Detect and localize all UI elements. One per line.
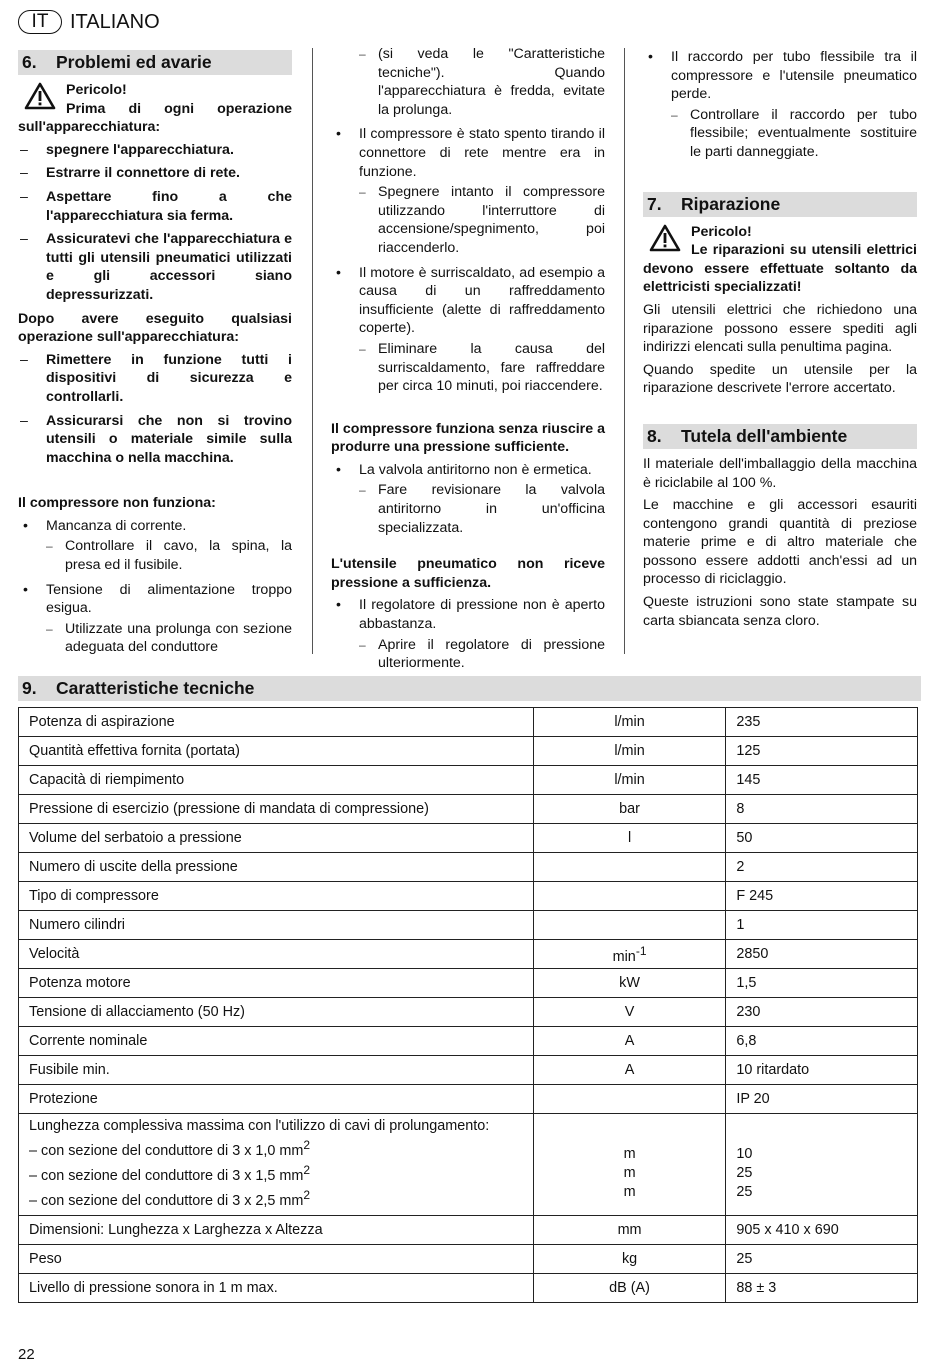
spec-unit: V	[533, 998, 726, 1027]
cable-line	[29, 1186, 523, 1211]
table-row	[19, 1274, 918, 1303]
spec-value: 230	[726, 998, 918, 1027]
spec-label: Tipo di compressore	[19, 882, 534, 911]
remedy-item: – Aprire il regolatore di pressione ulteriormente.	[359, 636, 605, 673]
remedy-item: – Controllare il raccordo per tubo flessibile; eventualmente sostituire le parti danneggiate.	[671, 106, 917, 162]
language-name: ITALIANO	[70, 10, 160, 33]
table-row	[19, 766, 918, 795]
spec-unit	[533, 1085, 726, 1114]
spec-value: 10 ritardato	[726, 1056, 918, 1085]
spec-value: 145	[726, 766, 918, 795]
spec-unit	[533, 882, 726, 911]
problem-title: Il compressore non funziona:	[18, 495, 216, 512]
spec-unit	[533, 911, 726, 940]
cable-value-text: 25	[736, 1183, 753, 1200]
cable-value-text: 10	[736, 1145, 753, 1162]
spec-unit: kW	[533, 969, 726, 998]
spec-value: F 245	[726, 882, 918, 911]
spec-value: 905 x 410 x 690	[726, 1216, 918, 1245]
spec-label: Capacità di riempimento	[19, 766, 534, 795]
table-row	[19, 795, 918, 824]
cable-unit	[544, 1164, 716, 1183]
list-item: • Il compressore è stato spento tirando il connettore di rete mentre era in funzione. – Spegnere intanto il compressore utilizzando l'interruttore di accensione/spegnimento, poi riaccenderlo.	[331, 125, 605, 257]
spec-value: 2	[726, 853, 918, 882]
spec-label	[19, 1114, 534, 1216]
column-3	[643, 46, 917, 634]
spec-value: 235	[726, 708, 918, 737]
table-row	[19, 882, 918, 911]
problem-title: Il compressore funziona senza riuscire a produrre una pressione sufficiente.	[331, 420, 605, 456]
warning-body: Prima di ogni operazione sull'apparecchiatura:	[18, 100, 292, 136]
spec-label: Peso	[19, 1245, 534, 1274]
danger-warning	[643, 223, 917, 242]
remedy-item: – Utilizzate una prolunga con sezione adeguata del conduttore	[46, 620, 292, 657]
table-row	[19, 1114, 918, 1216]
column-1	[18, 46, 292, 663]
list-item: – Aspettare fino a che l'apparecchiatura sia ferma.	[18, 188, 292, 225]
list-item: – Assicurarsi che non si trovino utensili o materiale simile sulla macchina o nella macchina.	[18, 412, 292, 468]
table-row	[19, 998, 918, 1027]
list-item: • Mancanza di corrente. – Controllare il cavo, la spina, la presa ed il fusibile.	[18, 517, 292, 575]
spec-unit	[533, 1114, 726, 1216]
list-item: • La valvola antiritorno non è ermetica. – Fare revisionare la valvola antiritorno in un'officina specializzata.	[331, 461, 605, 537]
spec-value: 2850	[726, 940, 918, 969]
list-item	[331, 45, 605, 119]
page-header	[18, 8, 160, 36]
spec-value: 50	[726, 824, 918, 853]
remedy-item: – Fare revisionare la valvola antiritorno in un'officina specializzata.	[359, 481, 605, 537]
exponent: 2	[303, 1187, 311, 1202]
cable-line-text: – con sezione del conduttore di 3 x 2,5 mm	[29, 1192, 304, 1209]
list-item: – Estrarre il connettore di rete.	[18, 164, 292, 183]
language-badge: IT	[18, 10, 62, 34]
spec-label: Potenza di aspirazione	[19, 708, 534, 737]
cable-unit-text: m	[623, 1164, 636, 1181]
table-row	[19, 1085, 918, 1114]
spec-value: 8	[726, 795, 918, 824]
spec-value: 25	[726, 1245, 918, 1274]
spec-unit: A	[533, 1056, 726, 1085]
table-row	[19, 824, 918, 853]
specs-table-body	[19, 708, 918, 1303]
spec-unit: kg	[533, 1245, 726, 1274]
table-row	[19, 708, 918, 737]
remedy-item: – (si veda le "Caratteristiche tecniche"). Quando l'apparecchiatura è fredda, evitate la prolunga.	[359, 45, 605, 119]
paragraph: Le macchine e gli accessori esauriti contengono grandi quantità di preziose materie prime e di altro materiale che possono essere addotti anch'essi ad un processo di riciclaggio.	[643, 497, 917, 588]
section-title: Riparazione	[681, 193, 781, 214]
paragraph: Gli utensili elettrici che richiedono una riparazione possono essere spediti agli indirizzi elencati sulla penultima pagina.	[643, 301, 917, 356]
warning-title: Pericolo!	[66, 82, 127, 98]
spec-value	[726, 1114, 918, 1216]
list-item: – spegnere l'apparecchiatura.	[18, 141, 292, 160]
exponent: 2	[303, 1138, 311, 1152]
spec-label: Velocità	[19, 940, 534, 969]
after-steps-list	[18, 351, 292, 468]
spec-label: Volume del serbatoio a pressione	[19, 824, 534, 853]
list-item: • Il raccordo per tubo flessibile tra il compressore e l'utensile pneumatico perde. – Controllare il raccordo per tubo flessibile; eventualmente sostituire le parti danneggiate.	[643, 48, 917, 162]
page-number: 22	[18, 1346, 35, 1363]
cable-value	[736, 1183, 907, 1202]
spec-value: 6,8	[726, 1027, 918, 1056]
column-2	[331, 46, 605, 679]
table-row	[19, 1245, 918, 1274]
warning-triangle-icon	[649, 224, 681, 252]
exponent: 2	[303, 1162, 311, 1177]
before-steps-list	[18, 141, 292, 305]
warning-triangle-icon	[24, 82, 56, 110]
section-title: Tutela dell'ambiente	[681, 425, 848, 446]
table-row	[19, 853, 918, 882]
spec-label: Numero cilindri	[19, 911, 534, 940]
paragraph: Il materiale dell'imballaggio della macchina è riciclabile al 100 %.	[643, 455, 917, 491]
spec-unit	[533, 940, 726, 969]
spacer	[18, 472, 292, 494]
spec-unit: mm	[533, 1216, 726, 1245]
spec-label: Fusibile min.	[19, 1056, 534, 1085]
cable-line	[29, 1161, 523, 1186]
section-heading-repair: 7. Riparazione	[643, 192, 917, 217]
spec-value: 1,5	[726, 969, 918, 998]
remedy-item: – Spegnere intanto il compressore utilizzando l'interruttore di accensione/spegnimento, poi riaccenderlo.	[359, 183, 605, 257]
table-row	[19, 1216, 918, 1245]
cable-label-text: Lunghezza complessiva massima con l'utilizzo di cavi di prolungamento:	[29, 1118, 490, 1134]
spec-unit	[533, 853, 726, 882]
spec-unit: l/min	[533, 708, 726, 737]
cable-line	[29, 1136, 523, 1161]
cable-unit-text: m	[623, 1183, 636, 1200]
cable-line-text: – con sezione del conduttore di 3 x 1,0 mm	[29, 1142, 304, 1159]
list-item: – Assicuratevi che l'apparecchiatura e tutti gli utensili pneumatici utilizzati e gli accessori siano depressurizzati.	[18, 230, 292, 304]
spec-unit: l/min	[533, 737, 726, 766]
spacer	[331, 402, 605, 420]
spec-label: Pressione di esercizio (pressione di mandata di compressione)	[19, 795, 534, 824]
remedy-item: – Controllare il cavo, la spina, la presa ed il fusibile.	[46, 537, 292, 574]
column-divider	[624, 48, 625, 654]
danger-warning	[18, 81, 292, 100]
spec-value: IP 20	[726, 1085, 918, 1114]
cable-value	[736, 1164, 907, 1183]
section-heading-environment: 8. Tutela dell'ambiente	[643, 424, 917, 449]
section-title: Caratteristiche tecniche	[56, 678, 255, 698]
list-item: – Rimettere in funzione tutti i dispositivi di sicurezza e controllarli.	[18, 351, 292, 407]
table-row	[19, 940, 918, 969]
spec-unit: l/min	[533, 766, 726, 795]
table-row	[19, 1027, 918, 1056]
spec-label: Corrente nominale	[19, 1027, 534, 1056]
spec-label: Potenza motore	[19, 969, 534, 998]
problem-causes-list	[18, 517, 292, 657]
table-row	[19, 969, 918, 998]
after-intro: Dopo avere eseguito qualsiasi operazione sull'apparecchiatura:	[18, 310, 292, 346]
paragraph: Quando spedite un utensile per la riparazione descrivete l'errore accertato.	[643, 361, 917, 397]
cable-label	[29, 1117, 523, 1136]
spec-label: Tensione di allacciamento (50 Hz)	[19, 998, 534, 1027]
cable-unit	[544, 1145, 716, 1164]
column-divider	[312, 48, 313, 654]
warning-body: Le riparazioni su utensili elettrici devono essere effettuate soltanto da elettricisti specializzati!	[643, 242, 917, 296]
cable-unit	[544, 1183, 716, 1202]
specs-table	[18, 707, 918, 1303]
problem-title: L'utensile pneumatico non riceve pressione a sufficienza.	[331, 556, 605, 591]
spacer	[331, 543, 605, 555]
spec-value: 88 ± 3	[726, 1274, 918, 1303]
spec-unit: A	[533, 1027, 726, 1056]
table-row	[19, 1056, 918, 1085]
list-item: • Il motore è surriscaldato, ad esempio a causa di un raffreddamento insufficiente (alette di raffreddamento coperte). – Eliminare la causa del surriscaldamento, fare raffreddare per circa 10 minuti, poi riaccendere.	[331, 264, 605, 396]
list-item: • Il regolatore di pressione non è aperto abbastanza. – Aprire il regolatore di pressione ulteriormente.	[331, 596, 605, 672]
unit-base: min	[612, 948, 636, 965]
unit-exponent: -1	[635, 943, 647, 958]
spec-value: 125	[726, 737, 918, 766]
spec-label: Numero di uscite della pressione	[19, 853, 534, 882]
section-title: Problemi ed avarie	[56, 52, 212, 72]
spec-unit: bar	[533, 795, 726, 824]
paragraph: Queste istruzioni sono state stampate su carta sbiancata senza cloro.	[643, 594, 917, 629]
spacer	[643, 402, 917, 420]
cable-value-text: 25	[736, 1164, 753, 1181]
spec-label: Dimensioni: Lunghezza x Larghezza x Altezza	[19, 1216, 534, 1245]
spec-label: Quantità effettiva fornita (portata)	[19, 737, 534, 766]
cable-unit-text: m	[623, 1145, 636, 1162]
spec-label: Protezione	[19, 1085, 534, 1114]
spec-value: 1	[726, 911, 918, 940]
remedy-item: – Eliminare la causa del surriscaldamento, fare raffreddare per circa 10 minuti, poi riaccendere.	[359, 340, 605, 396]
spec-unit: l	[533, 824, 726, 853]
spec-unit: dB (A)	[533, 1274, 726, 1303]
cable-line-text: – con sezione del conduttore di 3 x 1,5 mm	[29, 1167, 304, 1184]
spec-label: Livello di pressione sonora in 1 m max.	[19, 1274, 534, 1303]
warning-title: Pericolo!	[691, 223, 752, 240]
section-heading-problems: 6. Problemi ed avarie	[18, 50, 292, 75]
spacer	[643, 168, 917, 188]
cable-value	[736, 1145, 907, 1164]
section-heading-specs: 9. Caratteristiche tecniche	[18, 676, 921, 701]
table-row	[19, 737, 918, 766]
table-row	[19, 911, 918, 940]
list-item: • Tensione di alimentazione troppo esigua. – Utilizzate una prolunga con sezione adeguata del conduttore	[18, 581, 292, 657]
